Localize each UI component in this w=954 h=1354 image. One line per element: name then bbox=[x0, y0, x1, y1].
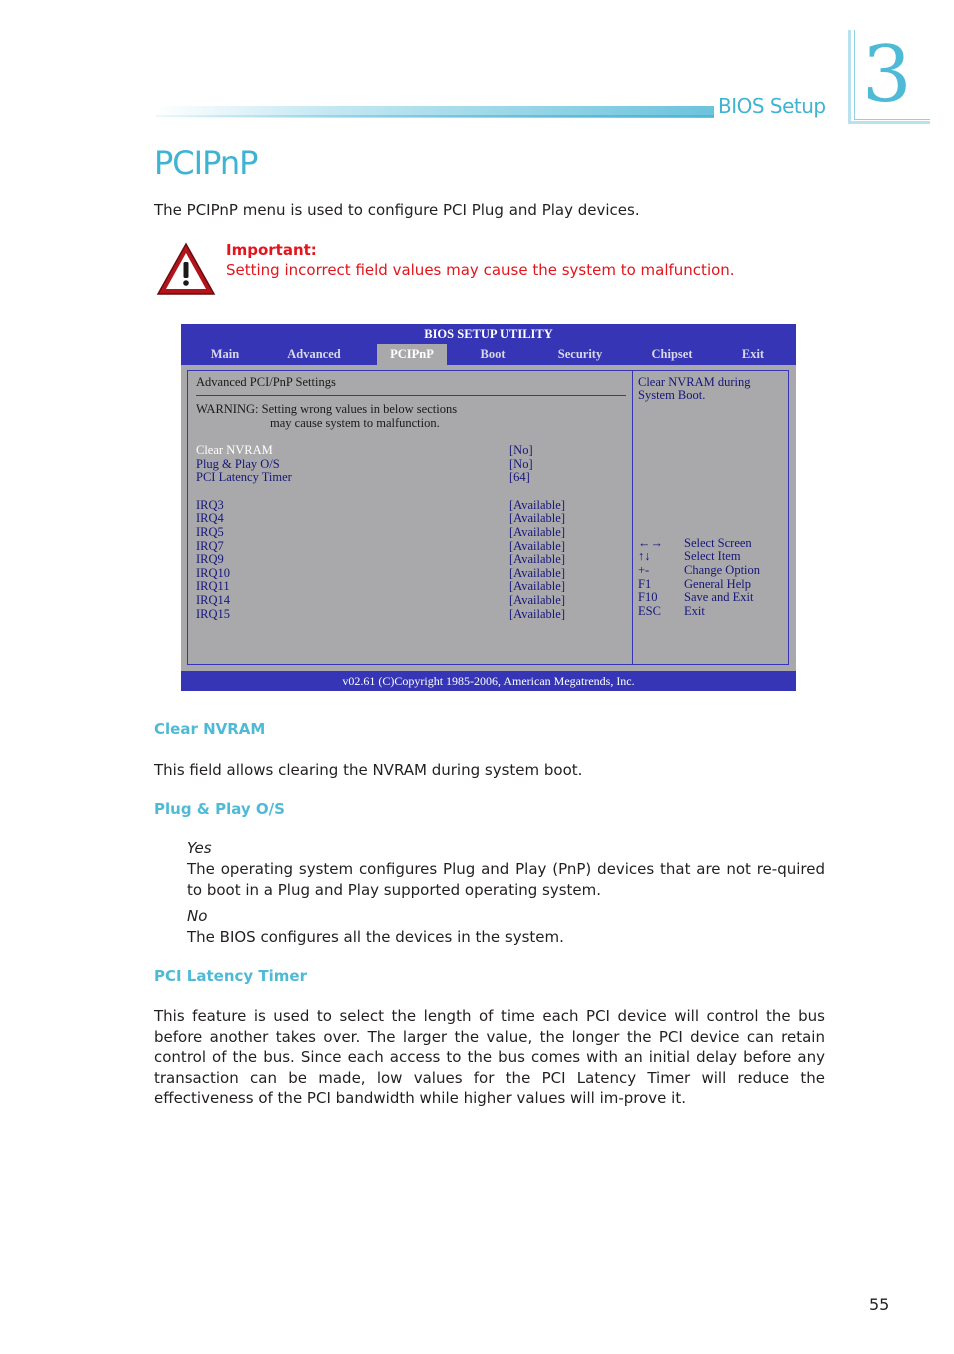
bios-irq-label[interactable]: IRQ3 bbox=[196, 498, 224, 512]
bios-key: F10 bbox=[638, 590, 658, 604]
chapter-number: 3 bbox=[862, 30, 912, 120]
bios-separator bbox=[196, 395, 626, 396]
bios-menu-chipset[interactable]: Chipset bbox=[651, 347, 693, 361]
bios-irq-label[interactable]: IRQ14 bbox=[196, 593, 231, 607]
bios-menu-exit[interactable]: Exit bbox=[741, 347, 765, 361]
bios-key-action: Select Screen bbox=[684, 536, 752, 550]
bios-irq-value[interactable]: [Available] bbox=[509, 539, 565, 553]
bios-irq-label[interactable]: IRQ5 bbox=[196, 525, 224, 539]
warning-triangle-icon bbox=[156, 242, 216, 296]
important-title: Important: bbox=[226, 241, 317, 259]
plug-play-heading: Plug & Play O/S bbox=[154, 800, 285, 818]
bios-irq-label[interactable]: IRQ9 bbox=[196, 552, 224, 566]
bios-irq-value[interactable]: [Available] bbox=[509, 579, 565, 593]
bios-key-action: Change Option bbox=[684, 563, 761, 577]
bios-key: ↑↓ bbox=[638, 549, 651, 563]
important-text: Setting incorrect field values may cause the system to malfunction. bbox=[226, 261, 735, 279]
bios-title-bar: BIOS SETUP UTILITY bbox=[181, 324, 796, 344]
bios-key-action: Select Item bbox=[684, 549, 741, 563]
bios-key-action: Save and Exit bbox=[684, 590, 754, 604]
bios-warning-line2: may cause system to malfunction. bbox=[270, 416, 440, 430]
pci-latency-heading: PCI Latency Timer bbox=[154, 967, 307, 985]
bios-screen bbox=[181, 324, 796, 691]
bios-irq-label[interactable]: IRQ10 bbox=[196, 566, 231, 580]
bios-setting-clear-nvram[interactable]: Clear NVRAM bbox=[196, 443, 273, 457]
bios-key: F1 bbox=[638, 577, 652, 591]
bios-irq-value[interactable]: [Available] bbox=[509, 552, 565, 566]
bios-value-pci-latency[interactable]: [64] bbox=[509, 470, 530, 484]
plug-play-yes-label: Yes bbox=[187, 839, 212, 857]
bios-irq-value[interactable]: [Available] bbox=[509, 511, 565, 525]
bios-irq-label[interactable]: IRQ15 bbox=[196, 607, 231, 621]
bios-menu-main[interactable]: Main bbox=[210, 347, 240, 361]
bios-footer: v02.61 (C)Copyright 1985-2006, American Megatrends, Inc. bbox=[181, 671, 796, 691]
header-section-title: BIOS Setup bbox=[718, 94, 826, 118]
page-number: 55 bbox=[869, 1295, 890, 1314]
bios-irq-value[interactable]: [Available] bbox=[509, 525, 565, 539]
bios-warning-line1: WARNING: Setting wrong values in below sections bbox=[196, 402, 458, 416]
bios-key-action: General Help bbox=[684, 577, 751, 591]
bios-menu-bar bbox=[181, 344, 796, 365]
bios-help-line1: Clear NVRAM during bbox=[638, 375, 751, 389]
bios-key: ESC bbox=[638, 604, 661, 618]
header-rule bbox=[156, 115, 714, 117]
bios-irq-value[interactable]: [Available] bbox=[509, 566, 565, 580]
bios-irq-label[interactable]: IRQ4 bbox=[196, 511, 224, 525]
bios-settings-panel bbox=[187, 370, 633, 665]
pci-latency-text: This feature is used to select the length of time each PCI device will control the bus before another takes over. The larger the value, the longer the PCI device can retain control of the bus. Since each access to the bus comes with an initial delay before any transaction can be made, low values for the PCI Latency Timer will reduce the effectiveness of the PCI bandwidth while higher values will im-prove it. bbox=[154, 1007, 825, 1107]
clear-nvram-text: This field allows clearing the NVRAM during system boot. bbox=[154, 761, 583, 779]
bios-irq-label[interactable]: IRQ11 bbox=[196, 579, 230, 593]
bios-menu-advanced[interactable]: Advanced bbox=[287, 347, 341, 361]
plug-play-no-text: The BIOS configures all the devices in the system. bbox=[187, 928, 564, 946]
bios-section-label: Advanced PCI/PnP Settings bbox=[196, 375, 336, 389]
bios-key-action: Exit bbox=[684, 604, 705, 618]
plug-play-no-label: No bbox=[187, 907, 208, 925]
bios-setting-pci-latency[interactable]: PCI Latency Timer bbox=[196, 470, 292, 484]
bios-help-line2: System Boot. bbox=[638, 388, 706, 402]
bios-key: +- bbox=[638, 563, 650, 577]
bios-value-plug-play[interactable]: [No] bbox=[509, 457, 533, 471]
intro-text: The PCIPnP menu is used to configure PCI Plug and Play devices. bbox=[154, 201, 640, 219]
clear-nvram-heading: Clear NVRAM bbox=[154, 720, 266, 738]
bios-menu-boot[interactable]: Boot bbox=[480, 347, 506, 361]
bios-irq-value[interactable]: [Available] bbox=[509, 593, 565, 607]
bios-help-panel bbox=[632, 370, 789, 665]
page-title: PCIPnP bbox=[154, 144, 258, 182]
bios-irq-value[interactable]: [Available] bbox=[509, 607, 565, 621]
bios-menu-security[interactable]: Security bbox=[557, 347, 603, 361]
bios-irq-value[interactable]: [Available] bbox=[509, 498, 565, 512]
bios-menu-pcipnp[interactable]: PCIPnP bbox=[377, 344, 447, 365]
plug-play-yes-text: The operating system configures Plug and Play (PnP) devices that are not re-quired to boot in a Plug and Play supported operating system. bbox=[187, 860, 825, 899]
bios-setting-plug-play[interactable]: Plug & Play O/S bbox=[196, 457, 280, 471]
bios-value-clear-nvram[interactable]: [No] bbox=[509, 443, 533, 457]
bios-key: ←→ bbox=[638, 536, 663, 550]
bios-irq-label[interactable]: IRQ7 bbox=[196, 539, 224, 553]
